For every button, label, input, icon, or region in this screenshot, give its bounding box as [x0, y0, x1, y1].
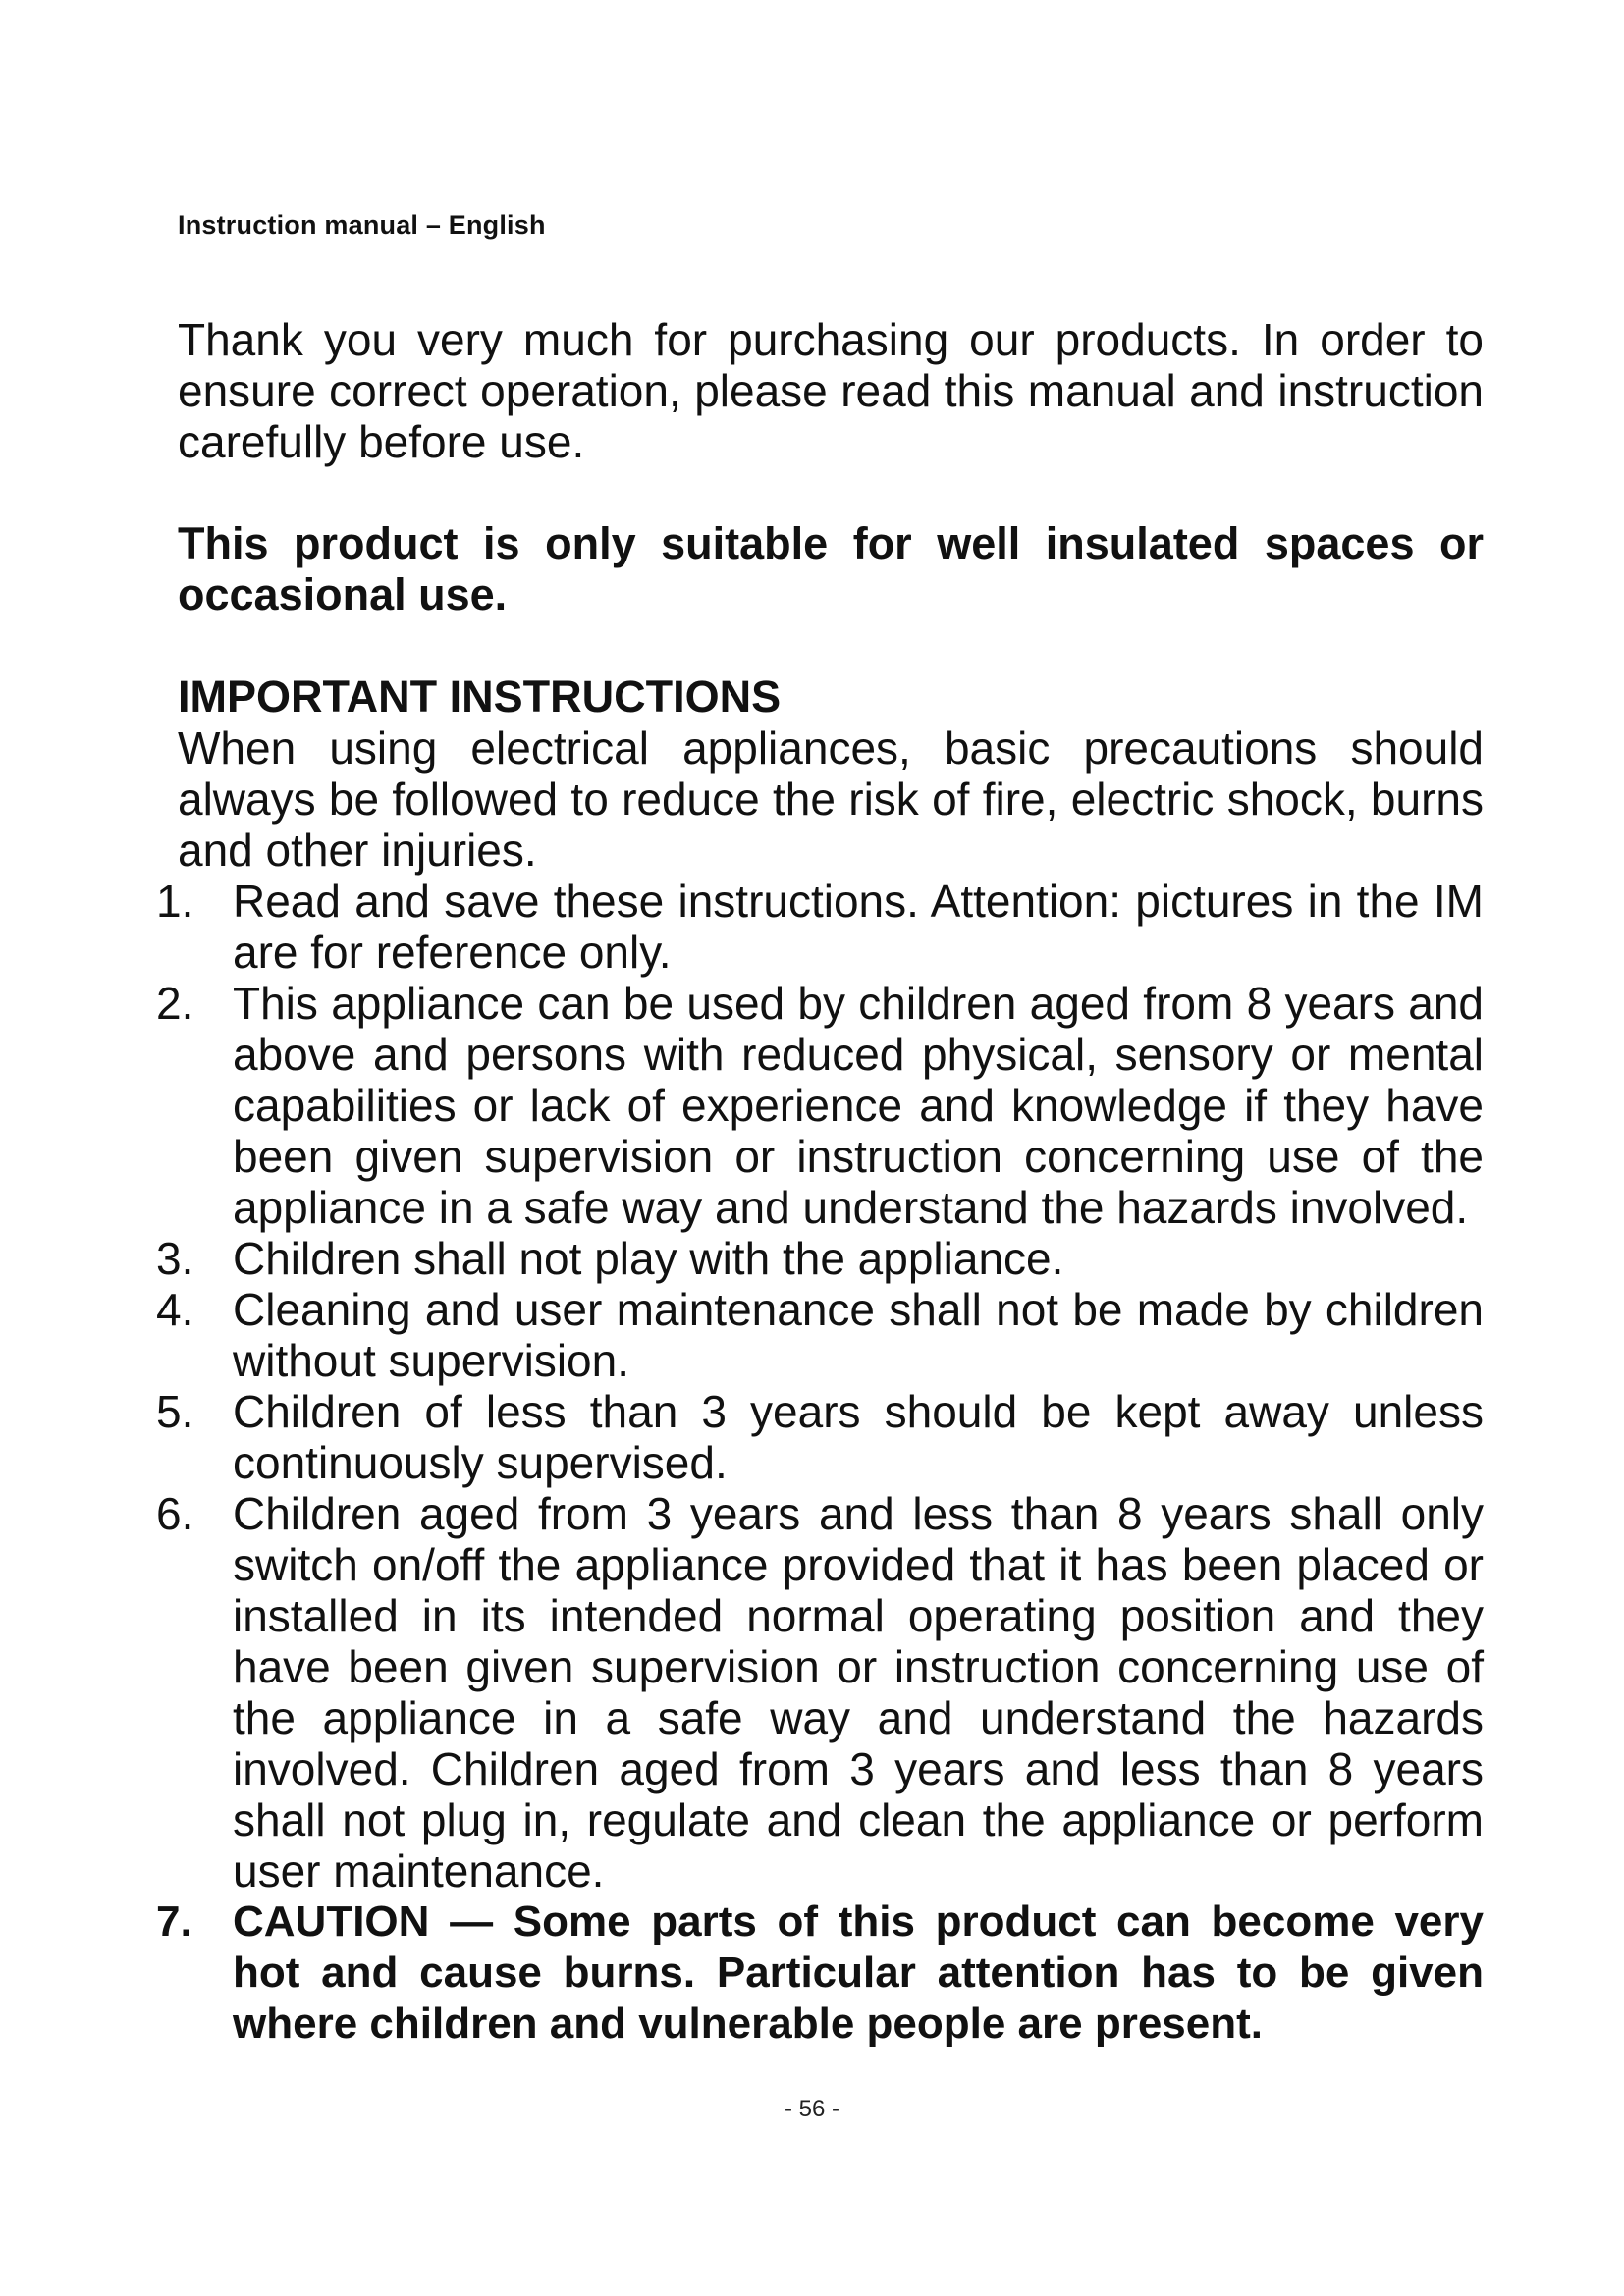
list-item-number: 7.	[156, 1897, 192, 1946]
list-item	[156, 876, 1484, 978]
list-item-text: This appliance can be used by children aged from 8 years and above and persons with reduced physical, sensory or mental capabilities or lack of experience and knowledge if they have been given supervision or instruction concerning use of the appliance in a safe way and understand the hazards involved.	[233, 978, 1484, 1233]
list-item-number: 4.	[156, 1284, 194, 1335]
section-title: IMPORTANT INSTRUCTIONS	[178, 671, 782, 721]
page-header: Instruction manual – English	[178, 210, 546, 240]
caution-list-item	[156, 1896, 1484, 2050]
list-item-text: Children shall not play with the appliance.	[233, 1233, 1064, 1284]
list-item-number: 5.	[156, 1386, 194, 1437]
page-content	[156, 314, 1484, 2050]
list-item-text: Read and save these instructions. Attention: pictures in the IM are for reference only.	[233, 876, 1484, 978]
list-item	[156, 1386, 1484, 1488]
caution-text: CAUTION — Some parts of this product can become very hot and cause burns. Particular attention has to be given where children and vulnerable people are present.	[233, 1897, 1484, 2048]
suitability-notice: This product is only suitable for well insulated spaces or occasional use.	[178, 518, 1484, 619]
list-item-text: Children aged from 3 years and less than 8 years shall only switch on/off the appliance provided that it has been placed or installed in its intended normal operating position and they have been given supervision or instruction concerning use of the appliance in a safe way and understand the hazards involved. Children aged from 3 years and less than 8 years shall not plug in, regulate and clean the appliance or perform user maintenance.	[233, 1488, 1484, 1896]
page-number: - 56 -	[784, 2096, 839, 2122]
list-item-text: Cleaning and user maintenance shall not be made by children without supervision.	[233, 1284, 1484, 1386]
list-item	[156, 1233, 1484, 1284]
list-item-number: 1.	[156, 876, 194, 927]
list-item-text: Children of less than 3 years should be kept away unless continuously supervised.	[233, 1386, 1484, 1488]
list-item	[156, 1284, 1484, 1386]
section-lead: When using electrical appliances, basic precautions should always be followed to reduce the risk of fire, electric shock, burns and other injuries.	[178, 722, 1484, 876]
list-item	[156, 978, 1484, 1233]
list-item-number: 2.	[156, 978, 194, 1029]
list-item-number: 3.	[156, 1233, 194, 1284]
instruction-list	[156, 876, 1484, 2050]
list-item-number: 6.	[156, 1488, 194, 1539]
intro-paragraph: Thank you very much for purchasing our products. In order to ensure correct operation, please read this manual and instruction carefully before use.	[178, 314, 1484, 467]
list-item	[156, 1488, 1484, 1896]
